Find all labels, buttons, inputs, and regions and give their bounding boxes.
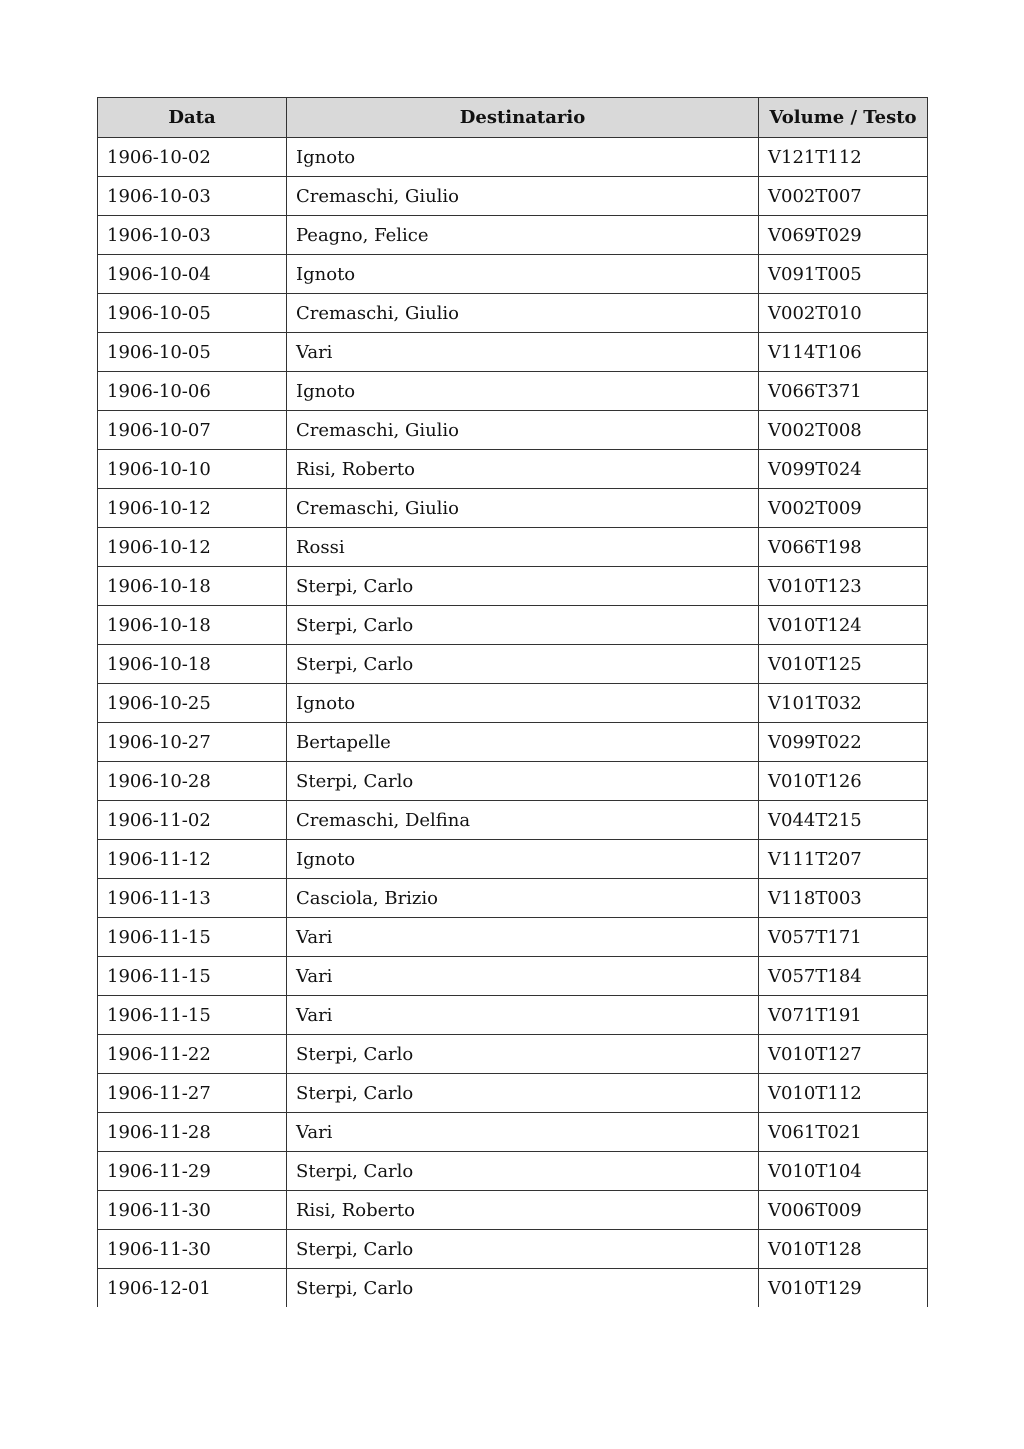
table-row: [98, 840, 928, 879]
cell-volume-testo: V121T112: [759, 138, 928, 177]
cell-volume-testo: V010T124: [759, 606, 928, 645]
cell-destinatario: Peagno, Felice: [287, 216, 759, 255]
table-row: [98, 411, 928, 450]
cell-volume-testo: V010T104: [759, 1152, 928, 1191]
cell-destinatario: Cremaschi, Delfina: [287, 801, 759, 840]
cell-date: 1906-11-12: [98, 840, 287, 879]
table-body: [98, 138, 928, 1308]
cell-destinatario: Cremaschi, Giulio: [287, 177, 759, 216]
cell-destinatario: Vari: [287, 996, 759, 1035]
table-row: [98, 372, 928, 411]
cell-date: 1906-11-15: [98, 957, 287, 996]
cell-destinatario: Vari: [287, 333, 759, 372]
cell-volume-testo: V114T106: [759, 333, 928, 372]
table-row: [98, 1191, 928, 1230]
table-row: [98, 801, 928, 840]
cell-date: 1906-12-01: [98, 1269, 287, 1308]
cell-destinatario: Casciola, Brizio: [287, 879, 759, 918]
cell-destinatario: Ignoto: [287, 255, 759, 294]
cell-date: 1906-11-30: [98, 1191, 287, 1230]
table-row: [98, 1230, 928, 1269]
table-row: [98, 138, 928, 177]
cell-volume-testo: V061T021: [759, 1113, 928, 1152]
cell-volume-testo: V118T003: [759, 879, 928, 918]
table-row: [98, 528, 928, 567]
cell-volume-testo: V101T032: [759, 684, 928, 723]
cell-date: 1906-11-02: [98, 801, 287, 840]
cell-date: 1906-10-12: [98, 489, 287, 528]
cell-date: 1906-11-30: [98, 1230, 287, 1269]
cell-volume-testo: V002T007: [759, 177, 928, 216]
cell-date: 1906-10-03: [98, 177, 287, 216]
cell-destinatario: Sterpi, Carlo: [287, 1269, 759, 1308]
cell-volume-testo: V069T029: [759, 216, 928, 255]
table-row: [98, 606, 928, 645]
table-row: [98, 333, 928, 372]
table-row: [98, 255, 928, 294]
table-row: [98, 762, 928, 801]
cell-volume-testo: V010T125: [759, 645, 928, 684]
cell-volume-testo: V002T009: [759, 489, 928, 528]
table-row: [98, 1035, 928, 1074]
cell-destinatario: Sterpi, Carlo: [287, 1230, 759, 1269]
cell-destinatario: Rossi: [287, 528, 759, 567]
cell-volume-testo: V057T184: [759, 957, 928, 996]
cell-date: 1906-10-28: [98, 762, 287, 801]
table-row: [98, 1269, 928, 1308]
header-data: Data: [98, 98, 287, 138]
cell-date: 1906-10-25: [98, 684, 287, 723]
cell-date: 1906-11-29: [98, 1152, 287, 1191]
cell-date: 1906-10-07: [98, 411, 287, 450]
cell-date: 1906-11-13: [98, 879, 287, 918]
cell-date: 1906-11-27: [98, 1074, 287, 1113]
cell-volume-testo: V066T198: [759, 528, 928, 567]
table-row: [98, 1152, 928, 1191]
table-row: [98, 294, 928, 333]
cell-destinatario: Sterpi, Carlo: [287, 606, 759, 645]
cell-date: 1906-10-02: [98, 138, 287, 177]
table-row: [98, 684, 928, 723]
cell-date: 1906-10-03: [98, 216, 287, 255]
cell-date: 1906-10-05: [98, 333, 287, 372]
cell-destinatario: Ignoto: [287, 372, 759, 411]
cell-volume-testo: V066T371: [759, 372, 928, 411]
cell-destinatario: Cremaschi, Giulio: [287, 489, 759, 528]
cell-destinatario: Vari: [287, 918, 759, 957]
table-row: [98, 177, 928, 216]
cell-destinatario: Risi, Roberto: [287, 1191, 759, 1230]
table-row: [98, 567, 928, 606]
cell-date: 1906-10-12: [98, 528, 287, 567]
cell-volume-testo: V010T128: [759, 1230, 928, 1269]
letters-table: [97, 97, 928, 1307]
table-row: [98, 879, 928, 918]
cell-destinatario: Sterpi, Carlo: [287, 1074, 759, 1113]
cell-volume-testo: V111T207: [759, 840, 928, 879]
table-row: [98, 996, 928, 1035]
cell-destinatario: Sterpi, Carlo: [287, 762, 759, 801]
cell-destinatario: Cremaschi, Giulio: [287, 411, 759, 450]
table-row: [98, 1113, 928, 1152]
cell-volume-testo: V010T126: [759, 762, 928, 801]
cell-volume-testo: V002T010: [759, 294, 928, 333]
cell-destinatario: Ignoto: [287, 840, 759, 879]
cell-date: 1906-11-15: [98, 918, 287, 957]
table-row: [98, 918, 928, 957]
cell-date: 1906-11-28: [98, 1113, 287, 1152]
cell-destinatario: Vari: [287, 1113, 759, 1152]
cell-destinatario: Vari: [287, 957, 759, 996]
cell-date: 1906-10-10: [98, 450, 287, 489]
cell-date: 1906-10-18: [98, 606, 287, 645]
cell-volume-testo: V010T127: [759, 1035, 928, 1074]
cell-volume-testo: V099T022: [759, 723, 928, 762]
table-row: [98, 1074, 928, 1113]
cell-volume-testo: V010T123: [759, 567, 928, 606]
header-destinatario: Destinatario: [287, 98, 759, 138]
cell-destinatario: Cremaschi, Giulio: [287, 294, 759, 333]
table-row: [98, 489, 928, 528]
cell-volume-testo: V006T009: [759, 1191, 928, 1230]
cell-destinatario: Sterpi, Carlo: [287, 567, 759, 606]
cell-date: 1906-10-18: [98, 567, 287, 606]
cell-date: 1906-10-06: [98, 372, 287, 411]
cell-volume-testo: V091T005: [759, 255, 928, 294]
cell-date: 1906-10-27: [98, 723, 287, 762]
cell-volume-testo: V099T024: [759, 450, 928, 489]
table-row: [98, 450, 928, 489]
cell-date: 1906-10-04: [98, 255, 287, 294]
cell-destinatario: Sterpi, Carlo: [287, 645, 759, 684]
cell-destinatario: Bertapelle: [287, 723, 759, 762]
cell-destinatario: Ignoto: [287, 138, 759, 177]
cell-volume-testo: V057T171: [759, 918, 928, 957]
table-row: [98, 957, 928, 996]
cell-date: 1906-10-18: [98, 645, 287, 684]
table-row: [98, 645, 928, 684]
cell-destinatario: Sterpi, Carlo: [287, 1152, 759, 1191]
table-row: [98, 216, 928, 255]
cell-destinatario: Ignoto: [287, 684, 759, 723]
table-header-row: [98, 98, 928, 138]
table-row: [98, 723, 928, 762]
cell-destinatario: Sterpi, Carlo: [287, 1035, 759, 1074]
cell-destinatario: Risi, Roberto: [287, 450, 759, 489]
cell-date: 1906-11-15: [98, 996, 287, 1035]
letters-table-container: [97, 97, 927, 1307]
cell-date: 1906-10-05: [98, 294, 287, 333]
cell-volume-testo: V010T112: [759, 1074, 928, 1113]
cell-date: 1906-11-22: [98, 1035, 287, 1074]
cell-volume-testo: V002T008: [759, 411, 928, 450]
cell-volume-testo: V071T191: [759, 996, 928, 1035]
header-volume-testo: Volume / Testo: [759, 98, 928, 138]
cell-volume-testo: V044T215: [759, 801, 928, 840]
cell-volume-testo: V010T129: [759, 1269, 928, 1308]
